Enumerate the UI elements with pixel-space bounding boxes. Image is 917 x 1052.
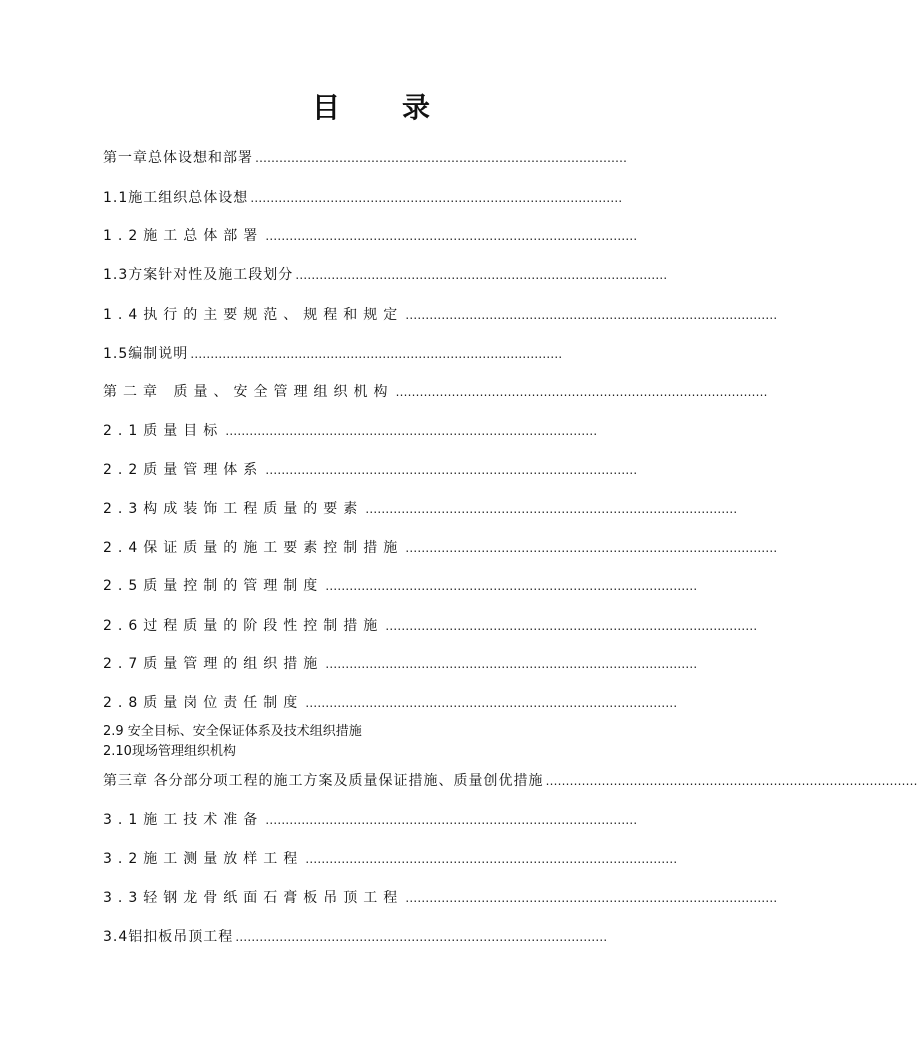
toc-leader: ………………………………………………………………………………… <box>325 657 698 671</box>
toc-entry-label: 1.2施工总体部署 <box>103 228 264 244</box>
toc-entry <box>103 379 768 401</box>
toc-leader: ………………………………………………………………………………… <box>395 385 768 399</box>
toc-leader: ………………………………………………………………………………… <box>250 191 623 205</box>
toc-entry <box>103 613 758 635</box>
toc-entry <box>103 418 666 440</box>
toc-entry <box>103 768 917 790</box>
toc-leader: ………………………………………………………………………………… <box>325 579 698 593</box>
toc-entry-label: 第一章总体设想和部署 <box>103 150 253 166</box>
toc-entry <box>103 185 666 207</box>
toc-entry-label: 1.4执行的主要规范、规程和规定 <box>103 307 404 323</box>
toc-entry <box>103 719 666 741</box>
toc-leader: ………………………………………………………………………………… <box>225 424 598 438</box>
toc-entry-label: 3.1施工技术准备 <box>103 812 264 828</box>
toc-leader: ………………………………………………………………………………… <box>545 774 917 788</box>
toc-leader: ………………………………………………………………………………… <box>235 930 608 944</box>
toc-entry <box>103 262 666 284</box>
toc-leader: ………………………………………………………………………………… <box>190 347 563 361</box>
toc-entry-label: 2.4保证质量的施工要素控制措施 <box>103 540 404 556</box>
toc-entry-label: 2.2质量管理体系 <box>103 462 264 478</box>
toc-leader: ………………………………………………………………………………… <box>385 619 758 633</box>
toc-leader: ………………………………………………………………………………… <box>405 308 778 322</box>
toc-leader: ………………………………………………………………………………… <box>365 502 738 516</box>
page-title: 目 录 <box>311 91 432 124</box>
toc-entry-label: 3.2施工测量放样工程 <box>103 851 304 867</box>
toc-entry-label: 1.3方案针对性及施工段划分 <box>103 267 294 283</box>
toc-leader: ………………………………………………………………………………… <box>305 696 678 710</box>
toc-entry-label: 3.4铝扣板吊顶工程 <box>103 929 234 945</box>
toc-leader: ………………………………………………………………………………… <box>405 541 778 555</box>
toc-entry <box>103 535 778 557</box>
toc-entry-label: 2.8质量岗位责任制度 <box>103 695 304 711</box>
toc-entry <box>103 885 778 907</box>
toc-entry-label: 2.3构成装饰工程质量的要素 <box>103 501 364 517</box>
toc-entry-label: 2.10现场管理组织机构 <box>103 744 236 759</box>
toc-entry <box>103 846 678 868</box>
toc-leader: ………………………………………………………………………………… <box>265 463 638 477</box>
toc-entry <box>103 145 666 167</box>
toc-entry <box>103 651 698 673</box>
toc-entry <box>103 223 666 245</box>
toc-leader: ………………………………………………………………………………… <box>305 852 678 866</box>
toc-leader: ………………………………………………………………………………… <box>405 891 778 905</box>
toc-leader: ………………………………………………………………………………… <box>255 151 627 165</box>
toc-entry-label: 2.9 安全目标、安全保证体系及技术组织措施 <box>103 724 362 739</box>
toc-entry <box>103 496 738 518</box>
toc-entry-label: 2.6过程质量的阶段性控制措施 <box>103 618 384 634</box>
toc-entry <box>103 457 666 479</box>
toc-entry-label: 2.7质量管理的组织措施 <box>103 656 324 672</box>
toc-entry <box>103 573 698 595</box>
toc-leader: ………………………………………………………………………………… <box>295 268 668 282</box>
toc-entry-label: 3.3轻钢龙骨纸面石膏板吊顶工程 <box>103 890 404 906</box>
toc-entry-label: 1.1施工组织总体设想 <box>103 190 249 206</box>
toc-entry <box>103 302 778 324</box>
toc-entry-label: 2.5质量控制的管理制度 <box>103 578 324 594</box>
toc-entry <box>103 924 666 946</box>
toc-entry <box>103 690 678 712</box>
toc-leader: ………………………………………………………………………………… <box>265 229 638 243</box>
toc-entry-label: 第三章 各分部分项工程的施工方案及质量保证措施、质量创优措施 <box>103 773 544 789</box>
toc-entry-label: 1.5编制说明 <box>103 346 189 362</box>
toc-entry <box>103 739 666 761</box>
toc-entry-label: 第二章 质量、安全管理组织机构 <box>103 384 394 400</box>
toc-entry-label: 2.1质量目标 <box>103 423 224 439</box>
toc-entry <box>103 807 666 829</box>
toc-entry <box>103 341 666 363</box>
toc-leader: ………………………………………………………………………………… <box>265 813 638 827</box>
